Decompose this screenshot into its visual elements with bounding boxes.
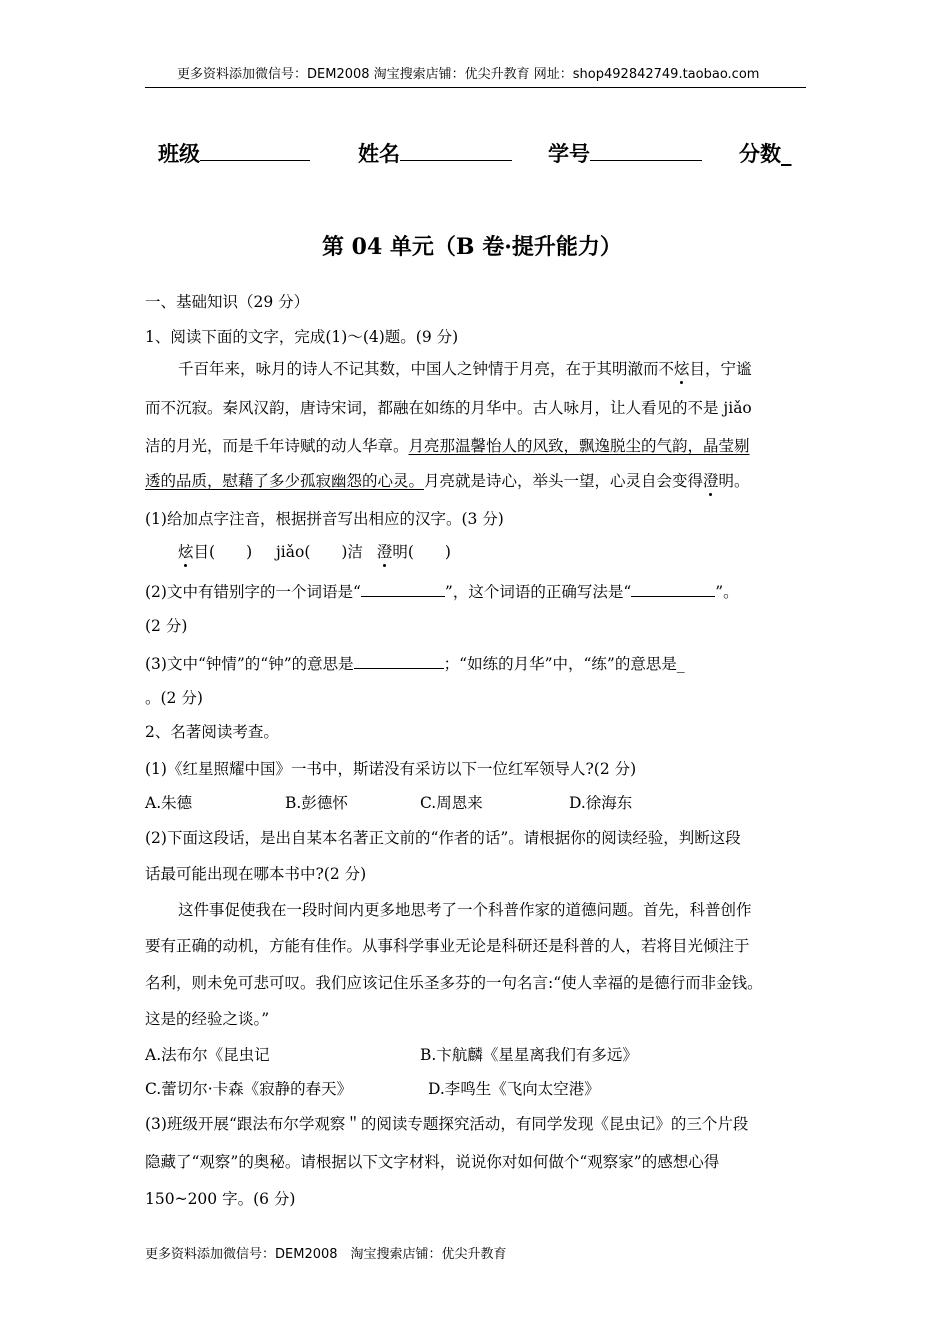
q2-sub3-line-1: (3)班级开展“跟法布尔学观察＂的阅读专题探究活动，有同学发现《昆虫记》的三个片段 bbox=[145, 1115, 749, 1133]
q1-sub3-prompt: (3)文中“钟情”的“钟”的意思是 ；“如练的月华”中，“练”的意思是_ bbox=[145, 652, 685, 674]
item-b[interactable]: jiǎo( )洁 bbox=[276, 543, 363, 561]
number-blank[interactable] bbox=[590, 138, 702, 161]
q2-sub3-line-2: 隐藏了“观察”的奥秘。请根据以下文字材料，说说你对如何做个“观察家”的感想心得 bbox=[145, 1153, 720, 1171]
q1-sub1-items bbox=[178, 542, 451, 562]
q1-prompt: 1、阅读下面的文字，完成(1)～(4)题。(9 分) bbox=[145, 328, 459, 346]
q2-sub1-option-b[interactable]: B.彭德怀 bbox=[285, 794, 348, 812]
dotted-char: 澄 bbox=[703, 472, 719, 490]
q2-sub3-line-3: 150~200 字。(6 分) bbox=[145, 1190, 296, 1208]
unit-title: 第 04 单元（B 卷·提升能力） bbox=[322, 234, 622, 260]
name-label: 姓名 bbox=[358, 142, 400, 166]
passage-line-3: 洁的月光，而是千年诗赋的动人华章。月亮那温馨怡人的风致，飘逸脱尘的气韵，晶莹剔 bbox=[145, 437, 750, 455]
q2-quote-2: 要有正确的动机，方能有佳作。从事科学事业无论是科研还是科普的人，若将目光倾注于 bbox=[145, 937, 750, 955]
q1-sub2-points: (2 分) bbox=[145, 617, 188, 635]
q1-sub3-points: 。(2 分) bbox=[145, 689, 203, 707]
header-rule bbox=[145, 87, 806, 88]
name-blank[interactable] bbox=[400, 138, 512, 161]
passage-line-1: 千百年来，咏月的诗人不记其数，中国人之钟情于月亮，在于其明澈而不炫目，宁谧 bbox=[178, 360, 752, 378]
item-c[interactable]: 澄明( ) bbox=[376, 543, 451, 561]
q2-sub2-prompt-1: (2)下面这段话，是出自某本名著正文前的“作者的话”。请根据你的阅读经验，判断这段 bbox=[145, 829, 741, 847]
number-field[interactable] bbox=[548, 138, 702, 168]
q2-sub1-option-d[interactable]: D.徐海东 bbox=[569, 794, 633, 812]
q2-quote-3: 名利，则未免可悲可叹。我们应该记住乐圣多芬的一句名言:“使人幸福的是德行而非金钱。 bbox=[145, 974, 763, 992]
name-field[interactable] bbox=[358, 138, 512, 168]
q2-quote-1: 这件事促使我在一段时间内更多地思考了一个科普作家的道德问题。首先，科普创作 bbox=[178, 901, 752, 919]
q2-sub1-option-a[interactable]: A.朱德 bbox=[145, 794, 193, 812]
q2-quote-4: 这是的经验之谈。” bbox=[145, 1010, 270, 1028]
answer-blank[interactable] bbox=[354, 652, 444, 669]
q2-sub2-option-c[interactable]: C.蕾切尔·卡森《寂静的春天》 bbox=[145, 1080, 353, 1098]
q2-sub2-prompt-2: 话最可能出现在哪本书中?(2 分) bbox=[145, 865, 367, 883]
number-label: 学号 bbox=[548, 142, 590, 166]
q2-prompt: 2、名著阅读考查。 bbox=[145, 723, 279, 741]
q2-sub2-option-a[interactable]: A.法布尔《昆虫记 bbox=[145, 1046, 270, 1064]
dotted-char: 炫 bbox=[674, 360, 690, 378]
underlined-sentence-end: 透的品质，慰藉了多少孤寂幽怨的心灵。 bbox=[145, 472, 425, 490]
q2-sub1-option-c[interactable]: C.周恩来 bbox=[420, 794, 483, 812]
q2-sub2-option-b[interactable]: B.卞航麟《星星离我们有多远》 bbox=[420, 1046, 638, 1064]
page-header-text: 更多资料添加微信号：DEM2008 淘宝搜索店铺：优尖升教育 网址：shop492842749.taobao.com bbox=[177, 67, 760, 82]
answer-blank[interactable] bbox=[361, 580, 445, 597]
class-blank[interactable] bbox=[200, 138, 310, 161]
score-label: 分数_ bbox=[739, 142, 792, 166]
item-a[interactable]: 炫目( ) bbox=[178, 543, 253, 561]
section-heading: 一、基础知识（29 分） bbox=[145, 293, 310, 311]
passage-line-4: 透的品质，慰藉了多少孤寂幽怨的心灵。月亮就是诗心，举头一望，心灵自会变得澄明。 bbox=[145, 472, 750, 490]
passage-line-2: 而不沉寂。秦风汉韵，唐诗宋词，都融在如练的月华中。古人咏月，让人看见的不是 jiǎo bbox=[145, 399, 752, 417]
underlined-sentence: 月亮那温馨怡人的风致，飘逸脱尘的气韵，晶莹剔 bbox=[408, 437, 750, 455]
q2-sub2-option-d[interactable]: D.李鸣生《飞向太空港》 bbox=[428, 1080, 600, 1098]
class-field[interactable] bbox=[158, 138, 310, 168]
page-footer-text: 更多资料添加微信号：DEM2008 淘宝搜索店铺：优尖升教育 bbox=[145, 1247, 507, 1262]
answer-blank[interactable] bbox=[631, 580, 715, 597]
q2-sub1-prompt: (1)《红星照耀中国》一书中，斯诺没有采访以下一位红军领导人?(2 分) bbox=[145, 760, 637, 778]
q1-sub2-prompt: (2)文中有错别字的一个词语是“ ”，这个词语的正确写法是“ ”。 bbox=[145, 580, 739, 602]
q1-sub1-prompt: (1)给加点字注音，根据拼音写出相应的汉字。(3 分) bbox=[145, 510, 504, 528]
class-label: 班级 bbox=[158, 142, 200, 166]
score-field[interactable] bbox=[739, 138, 792, 168]
